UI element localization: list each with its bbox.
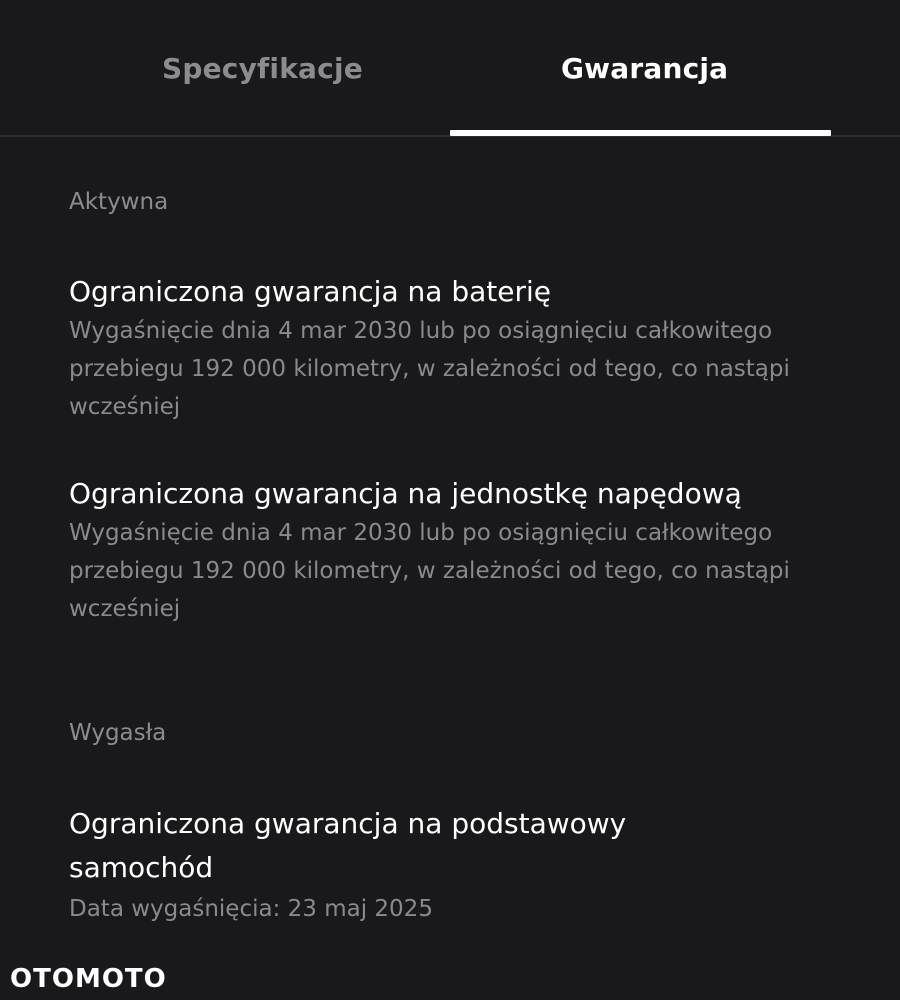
otomoto-watermark-logo: OTOMOTO [10,964,167,994]
tab-bar [0,0,900,137]
warranty-title-drive-unit: Ograniczona gwarancja na jednostkę napędową [69,477,742,510]
warranty-desc-battery: Wygaśnięcie dnia 4 mar 2030 lub po osiągnięciu całkowitego przebiegu 192 000 kilometry, w zależności od tego, co nastąpi wcześniej [69,318,790,420]
active-tab-indicator [450,130,831,136]
warranty-title-battery: Ograniczona gwarancja na baterię [69,275,551,308]
warranty-desc-basic-vehicle: Data wygaśnięcia: 23 maj 2025 [69,896,433,922]
tab-gwarancja[interactable]: Gwarancja [561,52,729,85]
warranty-desc-drive-unit: Wygaśnięcie dnia 4 mar 2030 lub po osiągnięciu całkowitego przebiegu 192 000 kilometry, w zależności od tego, co nastąpi wcześniej [69,520,790,622]
section-title-active: Aktywna [69,189,169,215]
warranty-title-basic-vehicle: Ograniczona gwarancja na podstawowy samochód [69,807,627,884]
tab-specyfikacje[interactable]: Specyfikacje [162,52,363,85]
section-title-expired: Wygasła [69,720,167,746]
